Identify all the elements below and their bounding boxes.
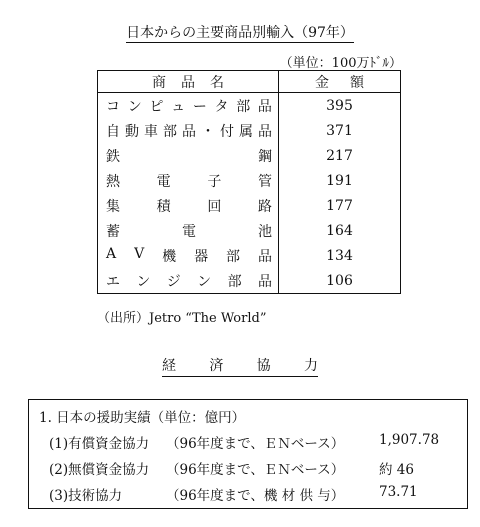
aid-label: (2)無償資金協力 bbox=[49, 462, 150, 478]
product-name-cell bbox=[98, 268, 279, 294]
product-name-char: 電 bbox=[182, 223, 196, 240]
product-name-char: 路 bbox=[257, 198, 272, 215]
header-product-name: 商 品 名 bbox=[98, 71, 279, 93]
product-name-cell bbox=[98, 193, 279, 218]
aid-label: (3)技術協力 bbox=[49, 488, 123, 504]
aid-label: (1)有償資金協力 bbox=[49, 436, 150, 452]
product-name-char: 子 bbox=[207, 173, 222, 190]
product-name-char: タ bbox=[214, 98, 229, 115]
aid-note: （96年度まで、ＥＮベース） bbox=[166, 462, 345, 478]
product-name-char: ュ bbox=[171, 98, 186, 115]
amount-cell: 191 bbox=[326, 172, 353, 189]
product-name-char: 機 bbox=[162, 248, 177, 265]
product-name-char: 集 bbox=[106, 198, 120, 215]
product-name-char: 電 bbox=[156, 173, 171, 190]
aid-title: 1. 日本の援助実績（単位：億円） bbox=[39, 410, 246, 426]
product-name-char: エ bbox=[106, 273, 120, 290]
product-name-char: 品 bbox=[182, 123, 196, 140]
product-name-char: 自 bbox=[106, 123, 120, 140]
product-name-char: 車 bbox=[144, 123, 158, 140]
product-name-char: 管 bbox=[257, 173, 272, 190]
product-name-cell bbox=[98, 143, 279, 168]
amount-cell: 177 bbox=[326, 197, 353, 214]
product-name-char: 蓄 bbox=[106, 223, 120, 240]
product-name-char: 積 bbox=[156, 198, 171, 215]
aid-results-box bbox=[28, 399, 468, 509]
product-name-char: ピ bbox=[149, 98, 164, 115]
amount-cell: 106 bbox=[326, 272, 353, 289]
table-row bbox=[98, 118, 401, 143]
header-amount: 金 額 bbox=[279, 71, 401, 93]
product-name-char: 部 bbox=[163, 123, 177, 140]
product-name-cell bbox=[98, 168, 279, 193]
source-note: （出所）Jetro “The World” bbox=[97, 311, 267, 326]
product-name-char: 品 bbox=[257, 98, 272, 115]
table-row bbox=[98, 243, 401, 268]
amount-cell: 134 bbox=[326, 247, 353, 264]
amount-cell: 371 bbox=[326, 122, 353, 139]
product-name-char: 品 bbox=[257, 248, 272, 265]
product-name-char: 器 bbox=[194, 248, 209, 265]
aid-note: （96年度まで、ＥＮベース） bbox=[166, 436, 345, 452]
product-name-char: 動 bbox=[125, 123, 139, 140]
page-title: 日本からの主要商品別輸入（97年） bbox=[126, 25, 354, 41]
aid-value: 約 46 bbox=[379, 462, 414, 478]
amount-cell: 395 bbox=[326, 97, 353, 114]
product-name-char: 部 bbox=[227, 273, 242, 290]
section-heading: 経 済 協 力 bbox=[162, 355, 318, 377]
product-name-char: コ bbox=[106, 98, 120, 115]
product-name-cell bbox=[98, 93, 279, 119]
table-row bbox=[98, 143, 401, 168]
product-name-char: 部 bbox=[236, 98, 251, 115]
product-name-char: ン bbox=[136, 273, 151, 290]
product-name-char: ・ bbox=[201, 123, 215, 140]
aid-value: 73.71 bbox=[379, 484, 418, 500]
product-name-char: 品 bbox=[258, 123, 272, 140]
aid-value: 1,907.78 bbox=[379, 432, 440, 448]
aid-note: （96年度まで、機 材 供 与） bbox=[166, 488, 345, 504]
product-name-char: 付 bbox=[220, 123, 234, 140]
product-name-cell bbox=[98, 118, 279, 143]
unit-note: （単位：100万ﾄﾞﾙ） bbox=[279, 56, 402, 71]
product-name-cell bbox=[98, 218, 279, 243]
product-name-char: ー bbox=[192, 98, 207, 115]
product-name-char: ジ bbox=[166, 273, 181, 290]
table-row bbox=[98, 93, 401, 119]
product-name-cell bbox=[98, 243, 279, 268]
product-name-char: 部 bbox=[226, 248, 240, 265]
product-name-char: 池 bbox=[258, 223, 272, 240]
product-name-char: ン bbox=[127, 98, 142, 115]
table-row bbox=[98, 168, 401, 193]
product-name-char: 鋼 bbox=[258, 148, 272, 165]
product-name-char: A bbox=[106, 245, 117, 262]
amount-cell: 217 bbox=[326, 147, 353, 164]
table-row bbox=[98, 193, 401, 218]
product-name-char: 属 bbox=[239, 123, 253, 140]
table-row bbox=[98, 268, 401, 294]
product-name-char: 回 bbox=[207, 198, 222, 215]
imports-table bbox=[97, 70, 401, 294]
product-name-char: ン bbox=[197, 273, 212, 290]
product-name-char: 熱 bbox=[106, 173, 120, 190]
product-name-char: 鉄 bbox=[106, 148, 120, 165]
table-row bbox=[98, 218, 401, 243]
product-name-char: V bbox=[134, 245, 145, 262]
product-name-char: 品 bbox=[257, 273, 272, 290]
table-header-row bbox=[98, 71, 401, 93]
amount-cell: 164 bbox=[326, 222, 353, 239]
